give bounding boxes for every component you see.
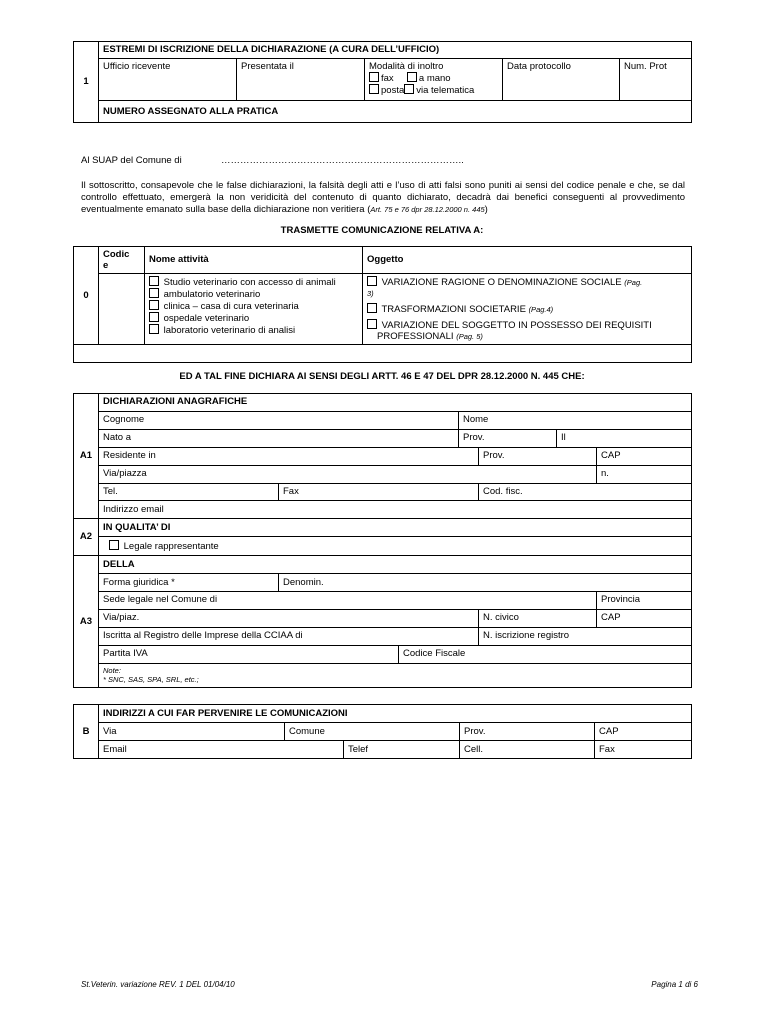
- activity-label: ambulatorio veterinario: [163, 289, 261, 300]
- fax-label: fax: [381, 73, 394, 84]
- oggetto-1-page-cont: 3): [367, 289, 374, 298]
- fax-field[interactable]: Fax: [279, 483, 479, 501]
- ufficio-ricevente-field[interactable]: Ufficio ricevente: [99, 59, 237, 101]
- footer-revision: St.Veterin. variazione REV. 1 DEL 01/04/10: [81, 980, 235, 989]
- nome-field[interactable]: Nome: [459, 411, 692, 429]
- note-text: * SNC, SAS, SPA, SRL, etc.;: [103, 674, 199, 684]
- codice-fiscale-field[interactable]: Codice Fiscale: [399, 645, 692, 663]
- box-number: 1: [74, 42, 99, 123]
- a-mano-checkbox[interactable]: [407, 72, 417, 82]
- codice-cell[interactable]: [99, 274, 145, 345]
- telematica-label: via telematica: [416, 85, 475, 96]
- modalita-inoltro-field: [365, 59, 503, 101]
- oggetto-checkbox[interactable]: [367, 319, 377, 329]
- office-registration-box: [73, 41, 692, 123]
- email-b-field[interactable]: Email: [99, 741, 344, 759]
- comune-b-field[interactable]: Comune: [285, 723, 460, 741]
- activity-checkbox[interactable]: [149, 312, 159, 322]
- via-piazza-field[interactable]: Via/piazza: [99, 465, 597, 483]
- in-qualita-title: IN QUALITA’ DI: [99, 519, 692, 537]
- cell-b-field[interactable]: Cell.: [460, 741, 595, 759]
- section-b-table: [73, 704, 692, 759]
- activity-checkbox[interactable]: [149, 276, 159, 286]
- oggetto-1-page: (Pag.: [624, 278, 643, 287]
- oggetto-3-label-cont: PROFESSIONALI: [377, 331, 454, 342]
- suap-dots[interactable]: …………………………………………………………………..: [221, 155, 464, 166]
- telef-b-field[interactable]: Telef: [344, 741, 460, 759]
- residente-in-field[interactable]: Residente in: [99, 447, 479, 465]
- activity-box-blank-row[interactable]: [74, 345, 692, 363]
- della-title: DELLA: [99, 556, 692, 574]
- oggetto-2-label: TRASFORMAZIONI SOCIETARIE: [381, 304, 526, 315]
- nato-a-field[interactable]: Nato a: [99, 429, 459, 447]
- fax-b-field[interactable]: Fax: [595, 741, 692, 759]
- intro-close: ): [484, 204, 488, 215]
- trasmette-heading: TRASMETTE COMUNICAZIONE RELATIVA A:: [280, 225, 484, 236]
- indirizzi-title: INDIRIZZI A CUI FAR PERVENIRE LE COMUNICAZIONI: [99, 705, 692, 723]
- partita-iva-field[interactable]: Partita IVA: [99, 645, 399, 663]
- oggetto-header: Oggetto: [363, 247, 692, 274]
- activity-checkbox[interactable]: [149, 288, 159, 298]
- box-number-0: 0: [74, 247, 99, 345]
- fax-checkbox[interactable]: [369, 72, 379, 82]
- data-protocollo-field[interactable]: Data protocollo: [503, 59, 620, 101]
- note-cell: [99, 663, 692, 687]
- cognome-field[interactable]: Cognome: [99, 411, 459, 429]
- telematica-checkbox[interactable]: [404, 84, 414, 94]
- intro-text: Il sottoscritto, consapevole che le false dichiarazioni, la falsità degli atti e l’uso di atti falsi sono puniti ai sensi del codice penale e che, se dal controllo effettuato, emergerà la non veridicità del contenuto di quanto dichiarato, decadrà dai benefici conseguenti al provvedimento eventualmente emanato sulla base della dichiarazione non veritiera (: [81, 180, 685, 215]
- posta-label: posta: [381, 85, 405, 96]
- n-iscrizione-field[interactable]: N. iscrizione registro: [479, 627, 692, 645]
- presentata-il-field[interactable]: Presentata il: [237, 59, 365, 101]
- num-prot-field[interactable]: Num. Prot: [620, 59, 692, 101]
- prov-b-field[interactable]: Prov.: [460, 723, 595, 741]
- tel-field[interactable]: Tel.: [99, 483, 279, 501]
- cod-fisc-field[interactable]: Cod. fisc.: [479, 483, 692, 501]
- oggetto-3-page: (Pag. 5): [456, 332, 483, 341]
- oggetto-1-label: VARIAZIONE RAGIONE O DENOMINAZIONE SOCIALE: [381, 277, 622, 288]
- activity-checkbox[interactable]: [149, 300, 159, 310]
- activity-label: clinica – casa di cura veterinaria: [163, 301, 299, 312]
- suap-line: [81, 155, 464, 166]
- section-b-label: B: [74, 705, 99, 759]
- note-label: Note:: [103, 665, 121, 675]
- dichiara-heading: ED A TAL FINE DICHIARA AI SENSI DEGLI ARTT. 46 E 47 DEL DPR 28.12.2000 N. 445 CHE:: [179, 371, 585, 382]
- forma-giuridica-field[interactable]: Forma giuridica *: [99, 574, 279, 592]
- intro-ref: Art. 75 e 76 dpr 28.12.2000 n. 445: [370, 205, 485, 214]
- footer-page-number: Pagina 1 di 6: [651, 980, 698, 989]
- section-a1-label: A1: [74, 394, 99, 519]
- legale-rappresentante-label: Legale rappresentante: [123, 540, 219, 552]
- numero-civico-field[interactable]: n.: [597, 465, 692, 483]
- via-piaz-field[interactable]: Via/piaz.: [99, 609, 479, 627]
- section-a3-label: A3: [74, 556, 99, 688]
- codice-header-1: Codic: [103, 249, 130, 260]
- cap-residenza-field[interactable]: CAP: [597, 447, 692, 465]
- numero-pratica-field[interactable]: NUMERO ASSEGNATO ALLA PRATICA: [99, 101, 692, 123]
- prov-nascita-field[interactable]: Prov.: [459, 429, 557, 447]
- legale-rappresentante-checkbox[interactable]: [109, 540, 119, 550]
- cap-b-field[interactable]: CAP: [595, 723, 692, 741]
- via-b-field[interactable]: Via: [99, 723, 285, 741]
- modalita-label: Modalità di inoltro: [369, 61, 444, 72]
- denominazione-field[interactable]: Denomin.: [279, 574, 692, 592]
- sede-legale-field[interactable]: Sede legale nel Comune di: [99, 592, 597, 610]
- prov-residenza-field[interactable]: Prov.: [479, 447, 597, 465]
- data-nascita-field[interactable]: Il: [557, 429, 692, 447]
- activity-box: [73, 246, 692, 363]
- oggetto-checkbox[interactable]: [367, 276, 377, 286]
- activity-label: laboratorio veterinario di analisi: [163, 325, 296, 336]
- dichiarazioni-anagrafiche-title: DICHIARAZIONI ANAGRAFICHE: [99, 394, 692, 412]
- n-civico-field[interactable]: N. civico: [479, 609, 597, 627]
- suap-label: Al SUAP del Comune di: [81, 155, 182, 166]
- section-a-table: [73, 393, 692, 688]
- section-a2-label: A2: [74, 519, 99, 556]
- activities-list: [145, 274, 363, 345]
- oggetto-list: [363, 274, 692, 345]
- codice-header: [99, 247, 145, 274]
- oggetto-2-page: (Pag.4): [528, 305, 554, 314]
- activity-checkbox[interactable]: [149, 324, 159, 334]
- codice-header-2: e: [103, 260, 109, 271]
- legale-rappresentante-option: [99, 537, 692, 556]
- registro-imprese-field[interactable]: Iscritta al Registro delle Imprese della CCIAA di: [99, 627, 479, 645]
- activity-label: Studio veterinario con accesso di animali: [163, 277, 336, 288]
- posta-checkbox[interactable]: [369, 84, 379, 94]
- activity-label: ospedale veterinario: [163, 313, 250, 324]
- a-mano-label: a mano: [418, 73, 451, 84]
- provincia-field[interactable]: Provincia: [597, 592, 692, 610]
- cap-sede-field[interactable]: CAP: [597, 609, 692, 627]
- office-box-title: ESTREMI DI ISCRIZIONE DELLA DICHIARAZIONE (A CURA DELL’UFFICIO): [99, 42, 692, 59]
- intro-paragraph: [81, 180, 685, 216]
- oggetto-3-label: VARIAZIONE DEL SOGGETTO IN POSSESSO DEI REQUISITI: [381, 320, 652, 331]
- nome-attivita-header: Nome attività: [145, 247, 363, 274]
- email-field[interactable]: Indirizzo email: [99, 501, 692, 519]
- oggetto-checkbox[interactable]: [367, 303, 377, 313]
